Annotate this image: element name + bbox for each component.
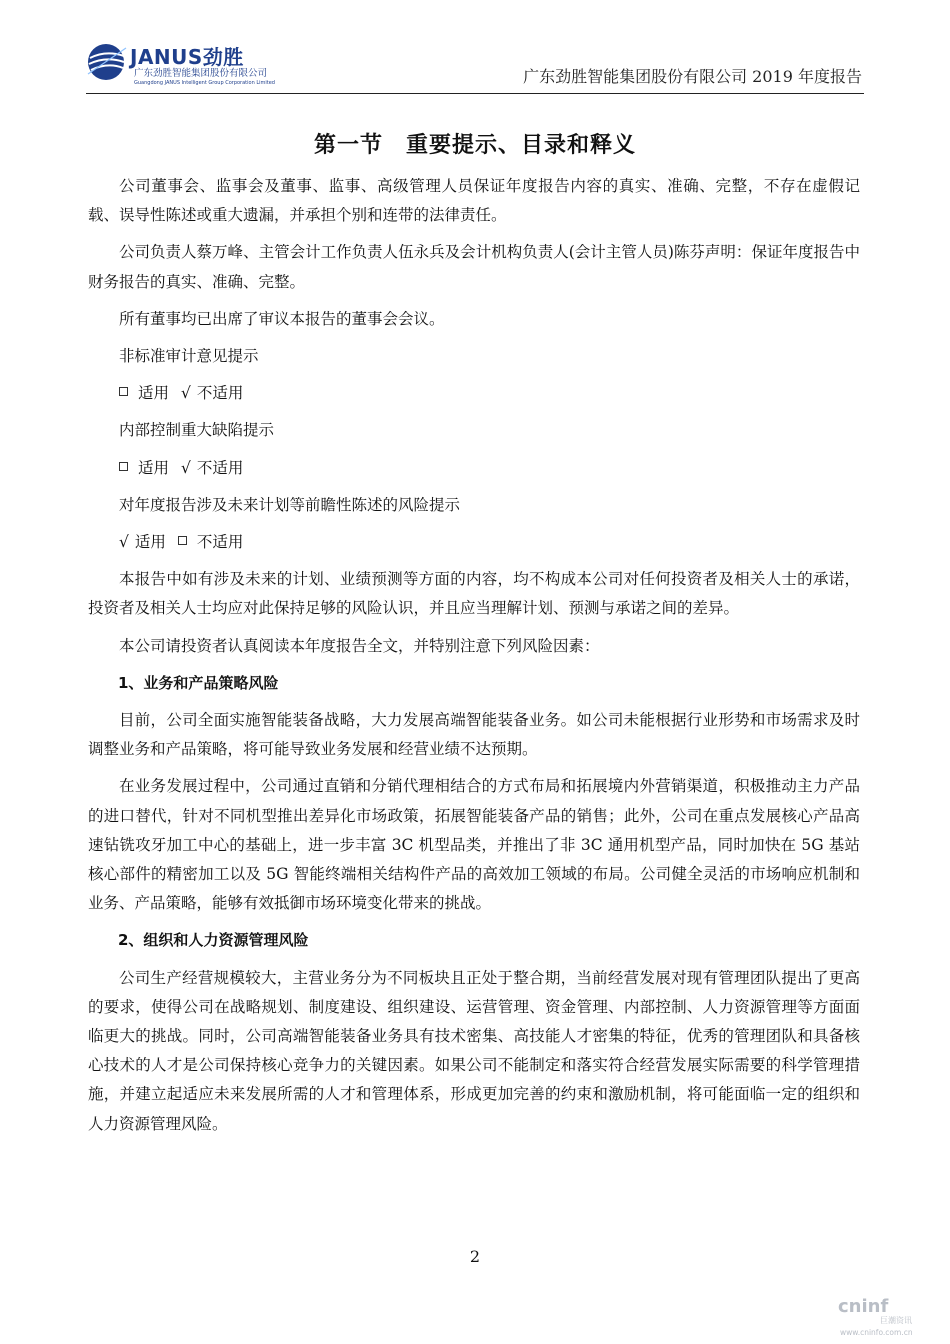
section-title: 第一节 重要提示、目录和释义 — [313, 133, 636, 158]
option-applicable: 适用 — [138, 384, 170, 403]
paragraph-responsible-persons: 公司负责人蔡万峰、主管会计工作负责人伍永兵及会计机构负责人(会计主管人员)陈芬声明：保证年度报告中财务报告的真实、准确、完整。 — [88, 243, 860, 291]
paragraph-organization-hr: 公司生产经营规模较大，主营业务分为不同板块且正处于整合期，当前经营发展对现有管理团队提出了更高的要求，使得公司在战略规划、制度建设、组织建设、运营管理、资金管理、内部控制、人力资源管理等方面面临更大的挑战。同时，公司高端智能装备业务具有技术密集、高技能人才密集的特征，优秀的管理团队和具备核心技术的人才是公司保持核心竞争力的关键因素。如果公司不能制定和落实符合经营发展实际需要的科学管理措施，并建立起适应未来发展所需的人才和管理体系，形成更加完善的约束和激励机制，将可能面临一定的组织和人力资源管理风险。 — [88, 968, 860, 1133]
paragraph-internal-control-heading: 内部控制重大缺陷提示 — [119, 421, 275, 440]
risk-heading-business-strategy: 1、业务和产品策略风险 — [118, 673, 279, 692]
option-row-forward-looking — [88, 528, 860, 557]
document-body — [88, 172, 860, 1147]
watermark-url: www.cninfo.com.cn — [840, 1328, 913, 1337]
unchecked-box-icon — [178, 536, 187, 545]
logo-en-text: Guangdong JANUS Intelligent Group Corporation Limited — [134, 80, 275, 86]
paragraph-audit-opinion-heading: 非标准审计意见提示 — [119, 347, 259, 366]
company-logo — [86, 42, 306, 88]
paragraph-risk-notice: 本公司请投资者认真阅读本年度报告全文，并特别注意下列风险因素： — [119, 636, 600, 655]
paragraph-board-guarantee: 公司董事会、监事会及董事、监事、高级管理人员保证年度报告内容的真实、准确、完整，不存在虚假记载、误导性陈述或重大遗漏，并承担个别和连带的法律责任。 — [88, 177, 860, 225]
logo-cn-text: 广东劲胜智能集团股份有限公司 — [134, 68, 268, 79]
option-not-applicable: 不适用 — [196, 533, 244, 552]
option-row-audit — [88, 379, 860, 408]
paragraph-forward-looking-heading: 对年度报告涉及未来计划等前瞻性陈述的风险提示 — [119, 495, 461, 514]
header-divider — [86, 93, 864, 94]
check-mark-icon: √ — [181, 458, 191, 477]
option-applicable: 适用 — [138, 458, 170, 477]
paragraph-business-strategy-2: 在业务发展过程中，公司通过直销和分销代理相结合的方式布局和拓展境内外营销渠道，积极推动主力产品的进口替代，针对不同机型推出差异化市场政策，拓展智能装备产品的销售；此外，公司在重点发展核心产品高速钻铣攻牙加工中心的基础上，进一步丰富 3C 机型品类，并推出了非 3C 通用机型产品，同时加快在 5G 基站核心部件的精密加工以及 5G 智能终端相关结构件产品的高效加工领域的布局。公司健全灵活的市场响应机制和业务、产品策略，能够有效抵御市场环境变化带来的挑战。 — [88, 777, 860, 913]
globe-icon — [88, 44, 126, 80]
page-number: 2 — [469, 1247, 481, 1266]
cninfo-watermark — [836, 1290, 932, 1338]
paragraph-attendance: 所有董事均已出席了审议本报告的董事会会议。 — [119, 309, 445, 328]
option-applicable: 适用 — [134, 533, 166, 552]
option-not-applicable: 不适用 — [196, 458, 244, 477]
paragraph-forward-looking-disclaimer: 本报告中如有涉及未来的计划、业绩预测等方面的内容，均不构成本公司对任何投资者及相关人士的承诺，投资者及相关人士均应对此保持足够的风险认识，并且应当理解计划、预测与承诺之间的差异。 — [88, 570, 860, 618]
report-header-title: 广东劲胜智能集团股份有限公司 2019 年度报告 — [523, 67, 862, 86]
risk-heading-organization-hr: 2、组织和人力资源管理风险 — [118, 931, 309, 950]
check-mark-icon: √ — [181, 384, 191, 403]
watermark-brand: cninf — [838, 1296, 889, 1317]
paragraph-business-strategy-1: 目前，公司全面实施智能装备战略，大力发展高端智能装备业务。如公司未能根据行业形势和市场需求及时调整业务和产品策略，将可能导致业务发展和经营业绩不达预期。 — [88, 711, 860, 759]
watermark-cn: 巨潮资讯 — [880, 1316, 912, 1325]
option-not-applicable: 不适用 — [196, 384, 244, 403]
logo-brand-text: JANUS劲胜 — [130, 45, 244, 69]
unchecked-box-icon — [119, 387, 128, 396]
unchecked-box-icon — [119, 462, 128, 471]
option-row-internal-control — [88, 454, 860, 483]
check-mark-icon: √ — [119, 533, 129, 552]
